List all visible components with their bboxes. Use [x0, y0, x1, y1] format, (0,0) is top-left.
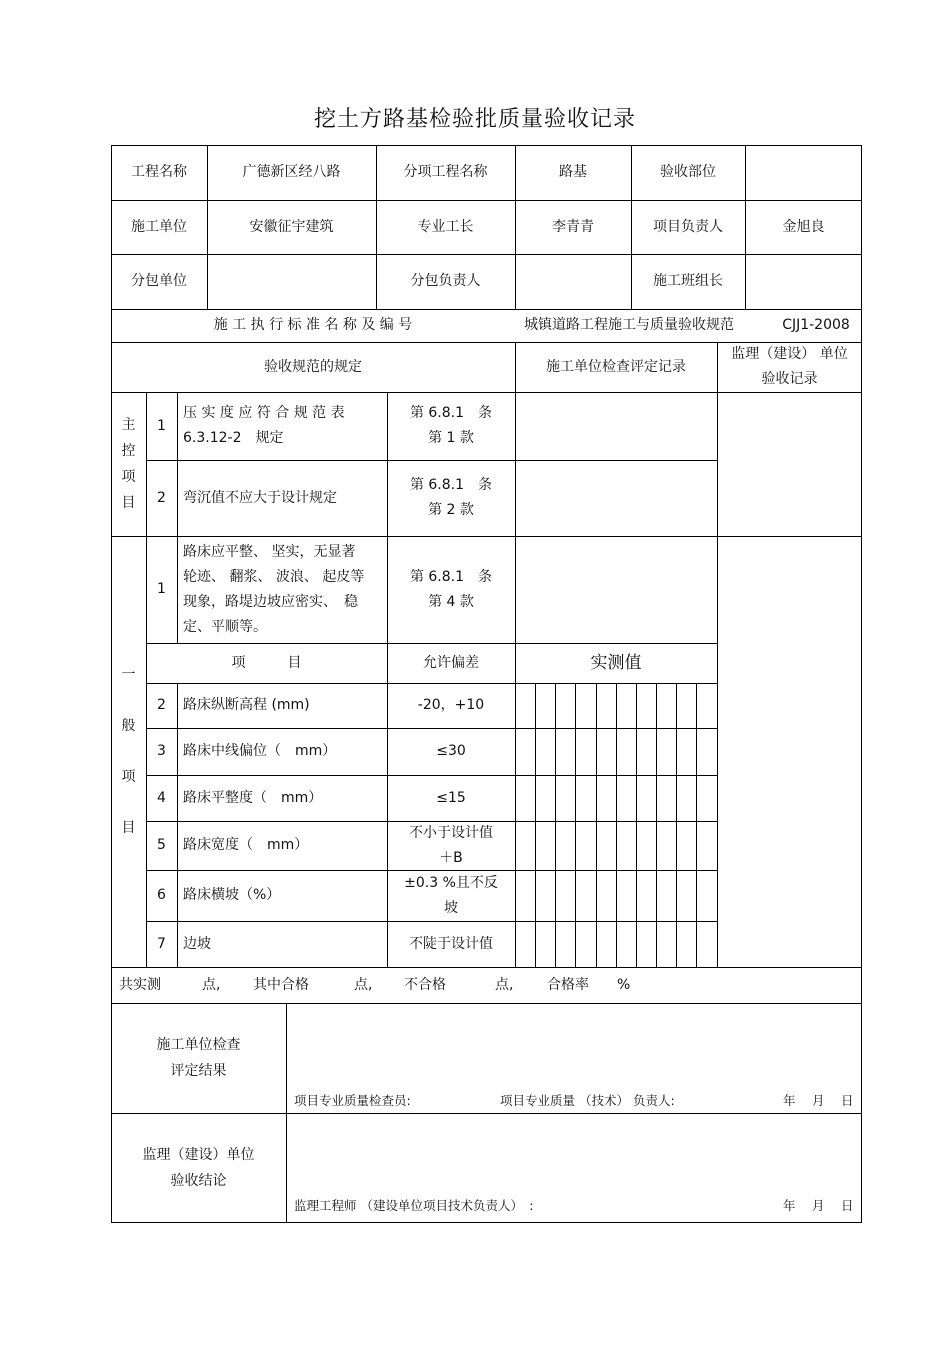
accept-part-value[interactable]: [745, 145, 862, 200]
summary-points: 点,: [202, 976, 221, 993]
item-text-line: 轮迹、 翻浆、 波浪、 起皮等: [183, 568, 365, 585]
supervisor-record-header-line1: 监理（建设） 单位: [731, 346, 848, 362]
item-text-line: 压 实 度 应 符 合 规 范 表: [183, 405, 345, 421]
item-number: 1: [157, 581, 166, 597]
standard-code: CJJ1-2008: [782, 317, 850, 333]
item-column-header: 项 目: [231, 654, 302, 671]
group-char: 控: [121, 443, 136, 459]
quality-tech-lead-label: 项目专业质量 （技术） 负责人:: [500, 1092, 675, 1108]
supervisor-record-header: [717, 342, 862, 392]
subcontractor-value[interactable]: [207, 254, 376, 309]
subcontractor-label: 分包单位: [131, 273, 187, 289]
measure-col-divider: [676, 683, 677, 967]
label-line: 施工单位检查: [156, 1037, 241, 1053]
foreman-label: 专业工长: [417, 218, 474, 235]
col-divider: [177, 683, 178, 967]
tolerance-line: 不小于设计值: [409, 824, 493, 841]
general-row-name: 路床中线偏位（ mm）: [183, 743, 337, 759]
general-item-1-clause: [387, 536, 515, 643]
item-number: 2: [157, 697, 166, 713]
measure-col-divider: [616, 683, 617, 967]
group-char: 项: [121, 768, 136, 785]
foreman-value: 李青青: [552, 218, 594, 235]
project-manager-label: 项目负责人: [653, 218, 723, 235]
group-char: 一: [121, 666, 136, 683]
col-divider: [177, 392, 178, 643]
contractor-date: 年 月 日: [783, 1092, 854, 1108]
summary-qualified-label: 其中合格: [253, 976, 309, 993]
general-row-tolerance: [387, 821, 515, 870]
summary-total-label: 共实测: [119, 976, 161, 993]
project-manager-value: 金旭良: [782, 218, 825, 235]
clause-line: 第 4 款: [428, 593, 474, 610]
clause-line: 第 6.8.1 条: [409, 568, 493, 585]
clause-line: 第 1 款: [428, 430, 474, 446]
measure-col-divider: [555, 683, 556, 967]
supervisor-result-label: [111, 1113, 286, 1223]
measure-col-divider: [696, 683, 697, 967]
team-leader-value[interactable]: [745, 254, 862, 309]
item-number: 4: [157, 789, 166, 806]
general-group-label: [111, 536, 146, 967]
contractor-result-label: [111, 1003, 286, 1113]
item-number: 2: [157, 489, 166, 506]
tolerance-column-header: 允许偏差: [423, 654, 479, 671]
spec-column-header: 验收规范的规定: [264, 358, 362, 375]
subproject-value: 路基: [559, 164, 587, 180]
supervisor-record-header-line2: 验收记录: [761, 371, 818, 387]
measure-col-divider: [575, 683, 576, 967]
team-leader-label: 施工班组长: [653, 273, 723, 289]
item-number: 5: [157, 837, 166, 853]
summary-points: 点,: [495, 976, 514, 993]
item-text-line: 定、平顺等。: [183, 618, 267, 635]
item-number: 1: [157, 417, 166, 434]
col-divider: [717, 392, 718, 967]
group-char: 目: [121, 495, 136, 511]
measure-col-divider: [535, 683, 536, 967]
group-char: 目: [121, 819, 136, 836]
item-number: 3: [157, 743, 166, 759]
label-line: 验收结论: [170, 1173, 227, 1189]
summary-unqualified-label: 不合格: [404, 976, 446, 993]
label-line: 监理（建设）单位: [142, 1147, 255, 1163]
tolerance-line: ±0.3 %且不反: [404, 874, 498, 891]
general-row-tolerance: -20，+10: [417, 697, 485, 713]
main-item-2-clause: [387, 460, 515, 536]
clause-line: 第 6.8.1 条: [409, 477, 493, 493]
item-number: 7: [157, 935, 166, 952]
label-line: 评定结果: [170, 1063, 227, 1079]
summary-points: 点,: [354, 976, 373, 993]
general-row-tolerance: ≤30: [436, 743, 466, 759]
sub-pm-value[interactable]: [515, 254, 631, 309]
contractor-label: 施工单位: [131, 218, 187, 235]
tolerance-line: ＋B: [439, 849, 463, 866]
supervisor-engineer-label: 监理工程师 （建设单位项目技术负责人） :: [294, 1197, 534, 1213]
page-title: 挖土方路基检验批质量验收记录: [313, 107, 636, 132]
general-item-1-text: [183, 536, 383, 643]
measure-col-divider: [656, 683, 657, 967]
project-name-label: 工程名称: [131, 164, 187, 180]
summary-percent: %: [617, 976, 631, 993]
clause-line: 第 2 款: [428, 502, 474, 518]
group-char: 主: [121, 417, 136, 433]
col-divider: [286, 1003, 287, 1223]
clause-line: 第 6.8.1 条: [409, 405, 493, 421]
standard-label: 施 工 执 行 标 准 名 称 及 编 号: [213, 317, 413, 333]
general-row-tolerance: ≤15: [436, 789, 466, 806]
subproject-label: 分项工程名称: [403, 164, 488, 180]
standard-name: 城镇道路工程施工与质量验收规范: [524, 317, 734, 333]
tolerance-line: 坡: [444, 899, 458, 916]
main-item-1-clause: [387, 392, 515, 460]
group-char: 般: [121, 717, 136, 734]
summary-rate-label: 合格率: [547, 976, 589, 993]
group-char: 项: [121, 469, 136, 485]
general-row-name: 边坡: [183, 935, 211, 952]
general-row-name: 路床横坡（%）: [183, 887, 281, 903]
measure-col-divider: [636, 683, 637, 967]
general-row-name: 路床宽度（ mm）: [183, 837, 309, 853]
main-item-1-text: [183, 392, 383, 460]
measure-col-divider: [596, 683, 597, 967]
item-text-line: 现象，路堤边坡应密实、 稳: [183, 593, 358, 610]
general-row-tolerance: [387, 870, 515, 921]
main-item-2-text: 弯沉值不应大于设计规定: [183, 489, 337, 506]
item-text-line: 路床应平整、 坚实，无显著: [183, 543, 356, 560]
quality-inspector-label: 项目专业质量检查员:: [294, 1092, 411, 1108]
measured-value-header: 实测值: [590, 652, 642, 673]
general-row-tolerance: 不陡于设计值: [409, 935, 493, 952]
item-text-line: 6.3.12-2 规定: [183, 430, 284, 446]
sub-pm-label: 分包负责人: [410, 273, 481, 289]
main-control-group-label: [111, 392, 146, 536]
item-number: 6: [157, 887, 166, 903]
contractor-record-header: 施工单位检查评定记录: [546, 358, 686, 375]
general-row-name: 路床纵断高程 (mm): [183, 697, 310, 713]
contractor-value: 安徽征宇建筑: [249, 218, 334, 235]
general-row-name: 路床平整度（ mm）: [183, 789, 323, 806]
accept-part-label: 验收部位: [660, 164, 716, 180]
supervisor-date: 年 月 日: [783, 1197, 854, 1213]
project-name-value: 广德新区经八路: [242, 164, 341, 180]
